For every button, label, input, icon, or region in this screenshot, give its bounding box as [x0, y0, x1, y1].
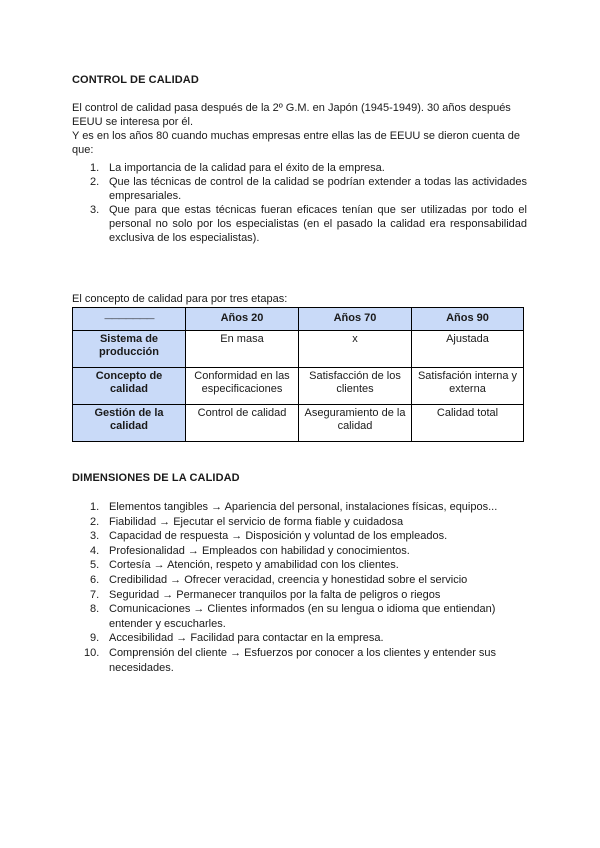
table-cell: Aseguramiento de la calidad — [299, 405, 412, 442]
section-title-dimensiones: DIMENSIONES DE LA CALIDAD — [72, 472, 240, 484]
list-number: 1. — [90, 501, 100, 513]
control-list — [72, 161, 527, 245]
table-row — [73, 331, 524, 368]
table-row — [73, 405, 524, 442]
list-number: 8. — [90, 603, 100, 616]
table-row-header: Gestión de la calidad — [73, 405, 186, 442]
intro-paragraph-1: El control de calidad pasa después de la 2º G.M. en Japón (1945-1949). 30 años después EEUU se interesa por él. — [72, 102, 511, 128]
list-number: 7. — [90, 588, 100, 601]
table-header-cell: Años 90 — [412, 308, 524, 331]
list-text: Comprensión del cliente → Esfuerzos por conocer a los clientes y entender sus necesidades. — [109, 646, 497, 674]
table-cell: Control de calidad — [186, 405, 299, 442]
list-text: Que las técnicas de control de la calidad se podrían extender a todas las actividades empresariales. — [109, 176, 527, 202]
table-header-cell: Años 20 — [186, 308, 299, 331]
list-text: Profesionalidad → Empleados con habilidad y conocimientos. — [109, 544, 410, 557]
list-item — [72, 175, 527, 203]
list-item — [72, 544, 530, 559]
table-header-cell: Años 70 — [299, 308, 412, 331]
list-number: 2. — [90, 515, 100, 528]
section-title-control-calidad: CONTROL DE CALIDAD — [72, 74, 199, 86]
list-text: Elementos tangibles → Apariencia del personal, instalaciones físicas, equipos... — [109, 501, 498, 513]
list-text: Que para que estas técnicas fueran eficaces tenían que ser utilizadas por todo el personal no solo por los especialistas (en el pasado la calidad era responsabilidad exclusiva de los especialistas). — [109, 204, 527, 244]
table-row-header: Concepto de calidad — [73, 368, 186, 405]
list-number: 3. — [90, 530, 100, 543]
table-corner-cell: ——————— — [73, 308, 186, 331]
intro-block — [72, 101, 530, 157]
table-cell: Ajustada — [412, 331, 524, 368]
intro-paragraph-2: Y es en los años 80 cuando muchas empresas entre ellas las de EEUU se dieron cuenta de que: — [72, 130, 521, 156]
list-item — [72, 515, 530, 530]
etapas-table — [72, 307, 524, 442]
list-text: Cortesía → Atención, respeto y amabilidad con los clientes. — [109, 559, 399, 572]
list-number: 1. — [90, 162, 100, 174]
list-text: Accesibilidad → Facilidad para contactar en la empresa. — [109, 632, 384, 645]
table-cell: En masa — [186, 331, 299, 368]
list-text: Fiabilidad → Ejecutar el servicio de forma fiable y cuidadosa — [109, 515, 404, 528]
list-text: La importancia de la calidad para el éxito de la empresa. — [109, 162, 385, 174]
list-text: Comunicaciones → Clientes informados (en su lengua o idioma que entiendan) entender y escucharles. — [109, 603, 496, 630]
list-number: 9. — [90, 632, 100, 645]
list-item — [72, 602, 530, 631]
list-item — [72, 573, 530, 588]
table-intro: El concepto de calidad para por tres etapas: — [72, 293, 288, 305]
list-item — [72, 529, 530, 544]
dimensiones-list — [72, 500, 530, 675]
list-number: 3. — [90, 204, 100, 216]
list-item — [72, 203, 527, 245]
table-cell: Conformidad en las especificaciones — [186, 368, 299, 405]
list-number: 5. — [90, 559, 100, 572]
list-item — [72, 558, 530, 573]
table-cell: Calidad total — [412, 405, 524, 442]
list-item — [72, 646, 530, 675]
list-item — [72, 161, 527, 175]
table-header-row — [73, 308, 524, 331]
table-row-header: Sistema de producción — [73, 331, 186, 368]
list-number: 6. — [90, 573, 100, 586]
table-cell: x — [299, 331, 412, 368]
list-number: 4. — [90, 544, 100, 557]
list-number: 10. — [84, 646, 100, 659]
table-row — [73, 368, 524, 405]
list-item — [72, 500, 530, 515]
list-text: Capacidad de respuesta → Disposición y voluntad de los empleados. — [109, 530, 448, 543]
list-text: Seguridad → Permanecer tranquilos por la falta de peligros o riegos — [109, 588, 441, 601]
list-item — [72, 588, 530, 603]
list-text: Credibilidad → Ofrecer veracidad, creencia y honestidad sobre el servicio — [109, 573, 468, 586]
table-cell: Satisfación interna y externa — [412, 368, 524, 405]
table-cell: Satisfacción de los clientes — [299, 368, 412, 405]
list-item — [72, 631, 530, 646]
list-number: 2. — [90, 176, 100, 188]
